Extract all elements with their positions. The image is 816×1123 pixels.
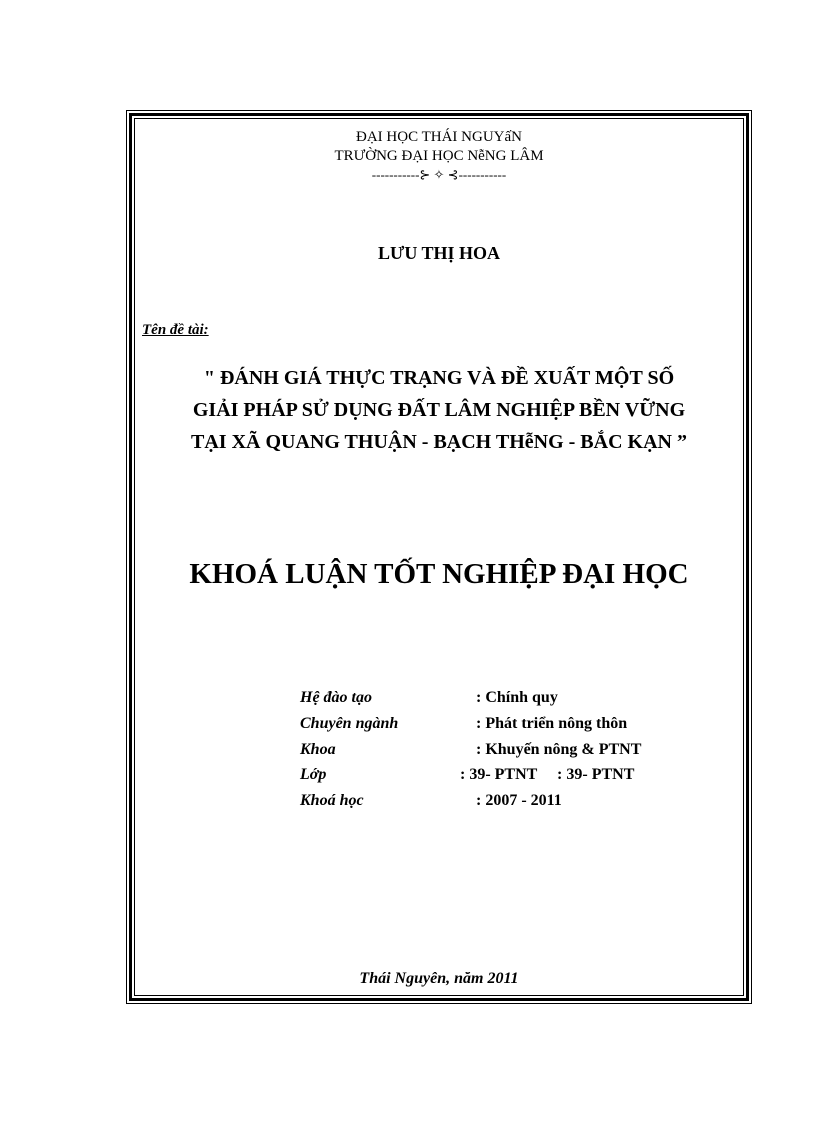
info-value-class: : 39- PTNT : 39- PTNT [460, 766, 635, 783]
degree-title: KHOÁ LUẬN TỐT NGHIỆP ĐẠI HỌC [189, 558, 689, 590]
topic-title-line-1: " ĐÁNH GIÁ THỰC TRẠNG VÀ ĐỀ XUẤT MỘT SỐ [203, 367, 675, 389]
info-label-course: Khoá học [300, 792, 364, 809]
info-value-faculty: : Khuyến nông & PTNT [476, 741, 642, 758]
info-label-faculty: Khoa [300, 741, 336, 758]
university-name: ĐẠI HỌC THÁI NGUYấN [356, 129, 522, 145]
info-value-course: : 2007 - 2011 [476, 792, 562, 809]
topic-title-line-2: GIẢI PHÁP SỬ DỤNG ĐẤT LÂM NGHIỆP BỀN VỮNG [192, 399, 686, 421]
info-label-training-system: Hệ đào tạo [300, 689, 372, 706]
info-value-major: : Phát triển nông thôn [476, 715, 628, 732]
info-label-class: Lớp [300, 766, 327, 783]
ornament-divider: -----------⊱ ✧ ⊰----------- [371, 167, 507, 182]
author-name: LƯU THỊ HOA [377, 243, 501, 263]
info-value-training-system: : Chính quy [476, 689, 558, 706]
info-label-major: Chuyên ngành [300, 715, 399, 732]
place-and-year: Thái Nguyên, năm 2011 [359, 970, 519, 987]
topic-label: Tên đề tài: [142, 322, 209, 338]
school-name: TRƯỜNG ĐẠI HỌC NễNG LÂM [334, 148, 544, 164]
topic-title-line-3: TẠI XÃ QUANG THUẬN - BẠCH THễNG - BẮC KẠN ” [191, 431, 687, 453]
